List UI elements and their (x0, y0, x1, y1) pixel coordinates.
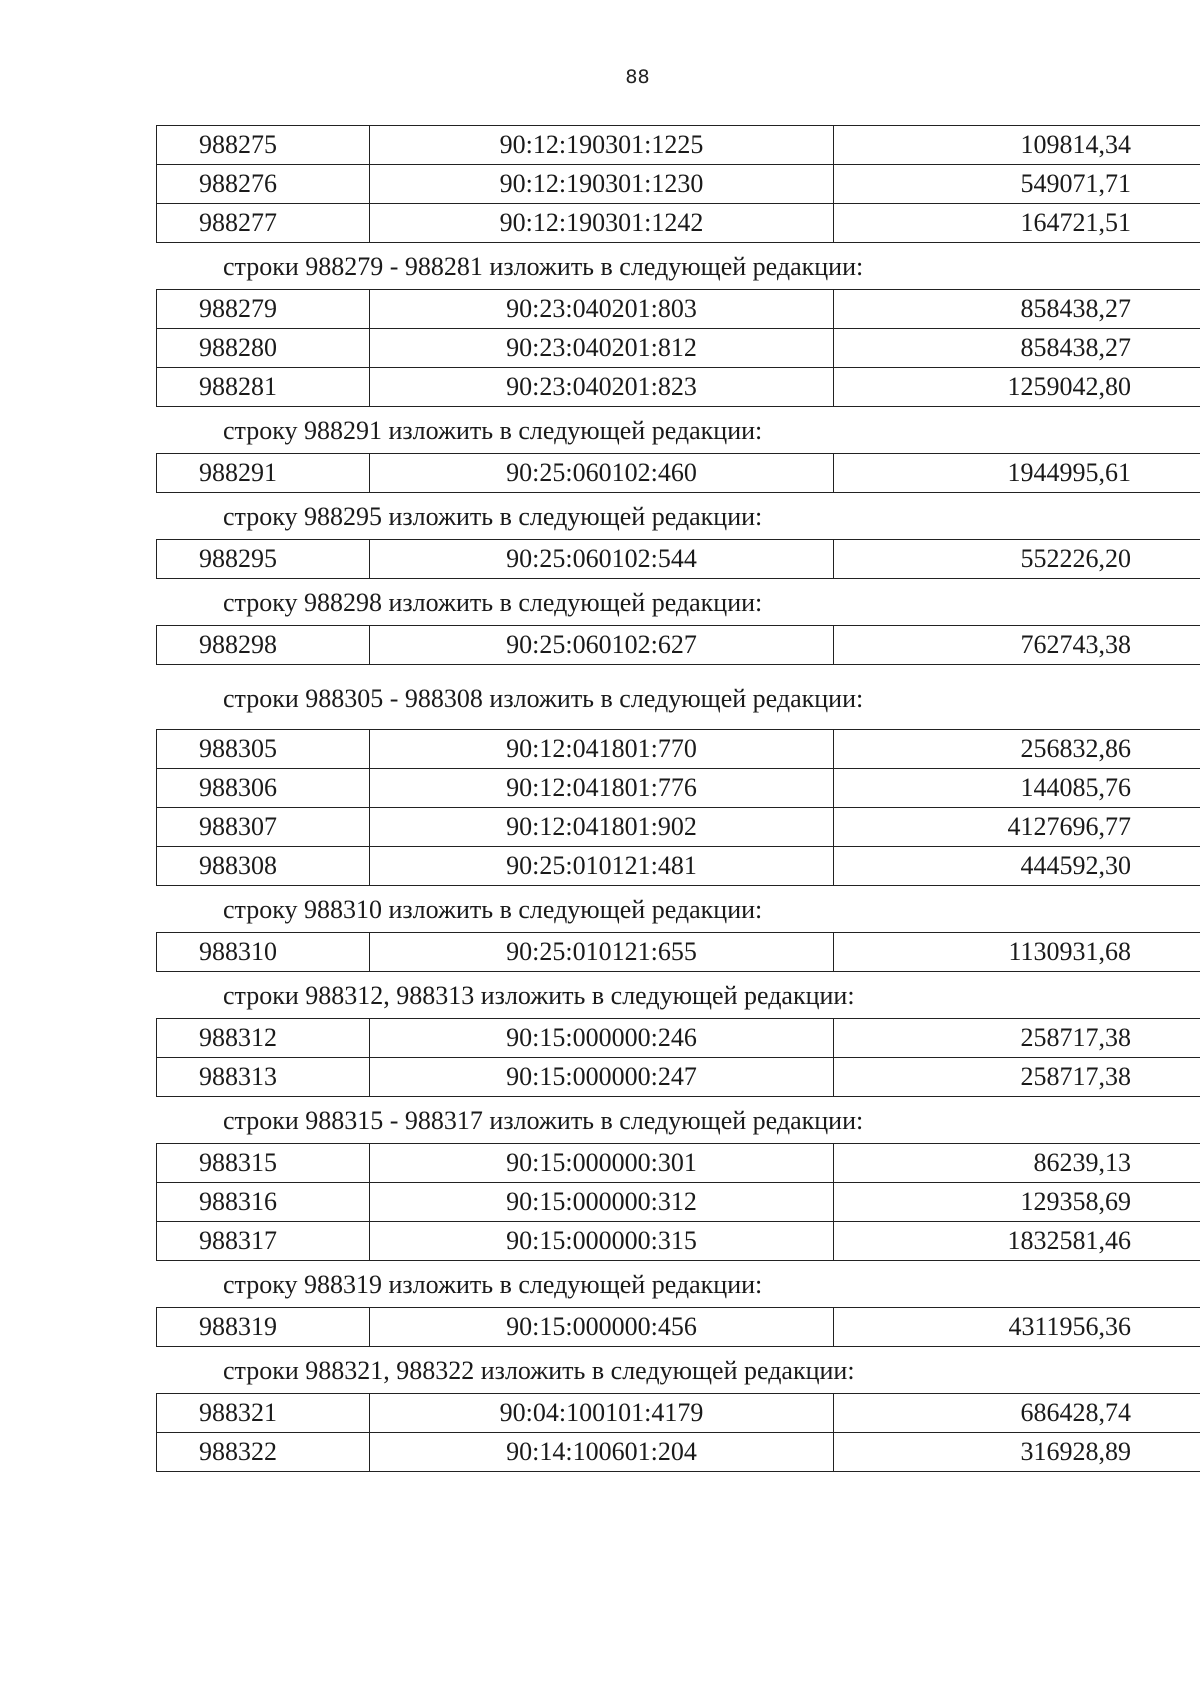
table-row (157, 126, 1200, 165)
row-number-cell: 988313 (157, 1058, 370, 1097)
row-number-cell: 988322 (157, 1433, 370, 1472)
value-cell: 256832,86 (834, 730, 1200, 769)
amendment-table (156, 625, 1200, 665)
cadastral-number-cell: 90:15:000000:247 (370, 1058, 834, 1097)
value-cell: 549071,71 (834, 165, 1200, 204)
row-number-cell: 988298 (157, 626, 370, 665)
section-instruction: строки 988315 - 988317 изложить в следующей редакции: (223, 1106, 864, 1135)
row-number-cell: 988306 (157, 769, 370, 808)
value-cell: 4127696,77 (834, 808, 1200, 847)
cadastral-number-cell: 90:04:100101:4179 (370, 1394, 834, 1433)
cadastral-number-cell: 90:12:190301:1242 (370, 204, 834, 243)
table-row (157, 1183, 1200, 1222)
value-cell: 4311956,36 (834, 1308, 1200, 1347)
section-instruction: строки 988279 - 988281 изложить в следующей редакции: (223, 252, 864, 281)
row-number-cell: 988276 (157, 165, 370, 204)
row-number-cell: 988315 (157, 1144, 370, 1183)
cadastral-number-cell: 90:15:000000:456 (370, 1308, 834, 1347)
table-row (157, 1144, 1200, 1183)
value-cell: 86239,13 (834, 1144, 1200, 1183)
cadastral-number-cell: 90:23:040201:803 (370, 290, 834, 329)
table-row (157, 204, 1200, 243)
row-number-cell: 988281 (157, 368, 370, 407)
value-cell: 858438,27 (834, 329, 1200, 368)
cadastral-number-cell: 90:15:000000:312 (370, 1183, 834, 1222)
amendment-table (156, 1143, 1200, 1261)
amendment-table (156, 1307, 1200, 1347)
cadastral-number-cell: 90:15:000000:246 (370, 1019, 834, 1058)
section-instruction: строки 988312, 988313 изложить в следующей редакции: (223, 981, 855, 1010)
table-row (157, 769, 1200, 808)
section-instruction: строку 988298 изложить в следующей редакции: (223, 588, 763, 617)
page-number: 88 (625, 66, 650, 88)
cadastral-number-cell: 90:23:040201:823 (370, 368, 834, 407)
table-row (157, 1222, 1200, 1261)
row-number-cell: 988305 (157, 730, 370, 769)
table-row (157, 1308, 1200, 1347)
value-cell: 258717,38 (834, 1019, 1200, 1058)
value-cell: 762743,38 (834, 626, 1200, 665)
value-cell: 316928,89 (834, 1433, 1200, 1472)
row-number-cell: 988280 (157, 329, 370, 368)
cadastral-number-cell: 90:12:041801:902 (370, 808, 834, 847)
table-row (157, 626, 1200, 665)
row-number-cell: 988310 (157, 933, 370, 972)
value-cell: 144085,76 (834, 769, 1200, 808)
section-instruction: строку 988319 изложить в следующей редакции: (223, 1270, 763, 1299)
row-number-cell: 988321 (157, 1394, 370, 1433)
amendment-table (156, 539, 1200, 579)
cadastral-number-cell: 90:14:100601:204 (370, 1433, 834, 1472)
row-number-cell: 988308 (157, 847, 370, 886)
cadastral-number-cell: 90:25:060102:627 (370, 626, 834, 665)
table-row (157, 1019, 1200, 1058)
row-number-cell: 988277 (157, 204, 370, 243)
cadastral-number-cell: 90:12:041801:770 (370, 730, 834, 769)
cadastral-number-cell: 90:25:060102:544 (370, 540, 834, 579)
value-cell: 129358,69 (834, 1183, 1200, 1222)
amendment-table (156, 1393, 1200, 1472)
table-row (157, 165, 1200, 204)
value-cell: 552226,20 (834, 540, 1200, 579)
amendment-table (156, 453, 1200, 493)
cadastral-number-cell: 90:12:190301:1225 (370, 126, 834, 165)
amendment-table (156, 932, 1200, 972)
cadastral-number-cell: 90:25:010121:655 (370, 933, 834, 972)
row-number-cell: 988279 (157, 290, 370, 329)
row-number-cell: 988316 (157, 1183, 370, 1222)
cadastral-number-cell: 90:25:060102:460 (370, 454, 834, 493)
row-number-cell: 988307 (157, 808, 370, 847)
section-instruction: строку 988295 изложить в следующей редакции: (223, 502, 763, 531)
row-number-cell: 988319 (157, 1308, 370, 1347)
amendment-table (156, 729, 1200, 886)
section-instruction: строки 988305 - 988308 изложить в следующей редакции: (223, 684, 864, 713)
cadastral-number-cell: 90:15:000000:301 (370, 1144, 834, 1183)
table-row (157, 454, 1200, 493)
amendment-table (156, 1018, 1200, 1097)
table-row (157, 1058, 1200, 1097)
value-cell: 1944995,61 (834, 454, 1200, 493)
table-row (157, 368, 1200, 407)
value-cell: 164721,51 (834, 204, 1200, 243)
document-body (156, 125, 1131, 1472)
table-row (157, 540, 1200, 579)
table-row (157, 808, 1200, 847)
cadastral-number-cell: 90:23:040201:812 (370, 329, 834, 368)
cadastral-number-cell: 90:25:010121:481 (370, 847, 834, 886)
value-cell: 109814,34 (834, 126, 1200, 165)
amendment-table (156, 125, 1200, 243)
row-number-cell: 988295 (157, 540, 370, 579)
value-cell: 258717,38 (834, 1058, 1200, 1097)
table-row (157, 329, 1200, 368)
table-row (157, 847, 1200, 886)
section-instruction: строку 988291 изложить в следующей редакции: (223, 416, 763, 445)
cadastral-number-cell: 90:12:190301:1230 (370, 165, 834, 204)
row-number-cell: 988291 (157, 454, 370, 493)
amendment-table (156, 289, 1200, 407)
value-cell: 686428,74 (834, 1394, 1200, 1433)
table-row (157, 290, 1200, 329)
section-instruction: строки 988321, 988322 изложить в следующей редакции: (223, 1356, 855, 1385)
value-cell: 1130931,68 (834, 933, 1200, 972)
cadastral-number-cell: 90:15:000000:315 (370, 1222, 834, 1261)
value-cell: 444592,30 (834, 847, 1200, 886)
row-number-cell: 988312 (157, 1019, 370, 1058)
cadastral-number-cell: 90:12:041801:776 (370, 769, 834, 808)
table-row (157, 933, 1200, 972)
section-instruction: строку 988310 изложить в следующей редакции: (223, 895, 763, 924)
value-cell: 1259042,80 (834, 368, 1200, 407)
row-number-cell: 988317 (157, 1222, 370, 1261)
value-cell: 1832581,46 (834, 1222, 1200, 1261)
table-row (157, 730, 1200, 769)
row-number-cell: 988275 (157, 126, 370, 165)
table-row (157, 1394, 1200, 1433)
table-row (157, 1433, 1200, 1472)
value-cell: 858438,27 (834, 290, 1200, 329)
